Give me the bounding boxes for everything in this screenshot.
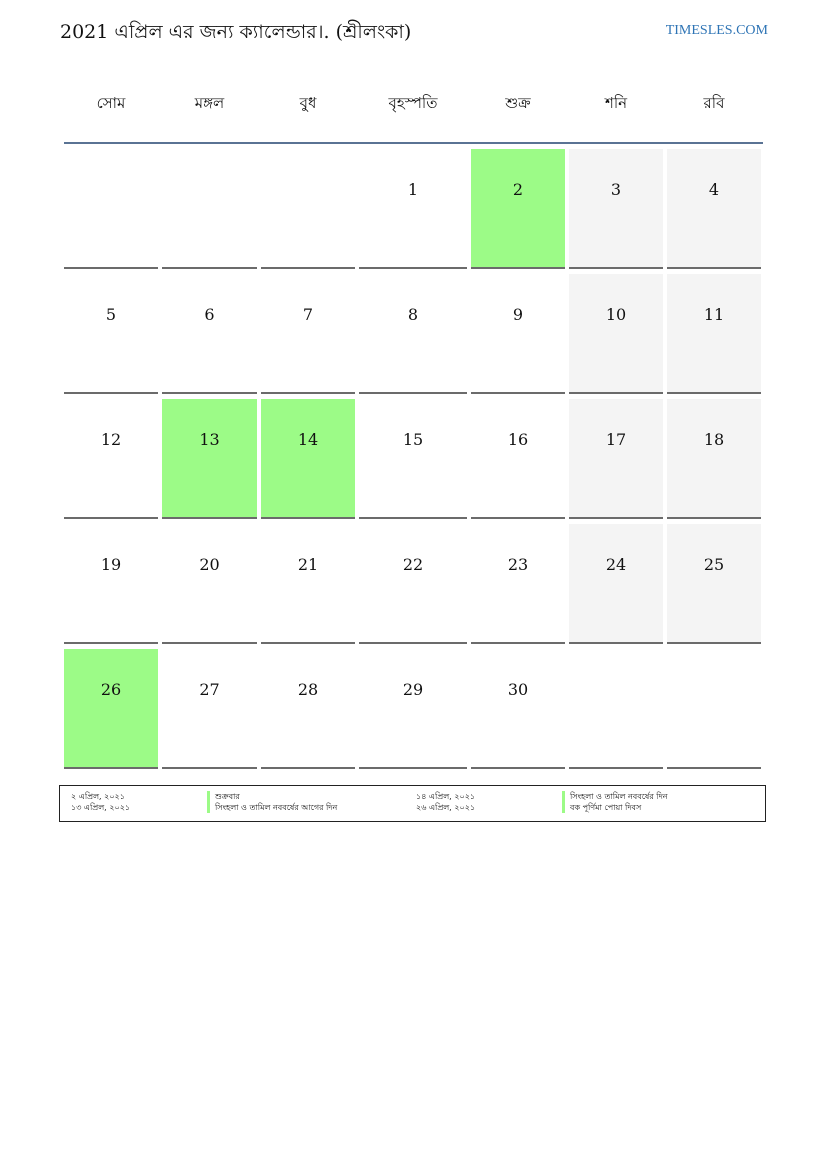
day-number: 22 bbox=[402, 555, 424, 574]
calendar-day-cell[interactable] bbox=[162, 399, 257, 519]
day-number: 16 bbox=[507, 430, 529, 449]
calendar-day-cell[interactable] bbox=[261, 399, 355, 519]
day-number: 26 bbox=[100, 680, 122, 699]
calendar-week-row bbox=[64, 149, 763, 269]
legend-date: ১৩ এপ্রিল, ২০২১ bbox=[71, 803, 131, 812]
page-title: 2021 এপ্রিল এর জন্য ক্যালেন্ডার।. (শ্রীলংকা) bbox=[60, 21, 412, 43]
calendar-day-cell[interactable] bbox=[569, 524, 663, 644]
day-number: 19 bbox=[100, 555, 122, 574]
weekday-header: সোম bbox=[96, 94, 126, 112]
day-number: 18 bbox=[703, 430, 725, 449]
calendar-day-cell[interactable] bbox=[261, 274, 355, 394]
calendar-grid bbox=[64, 80, 763, 769]
legend-date: ২৬ এপ্রিল, ২০২১ bbox=[416, 803, 476, 812]
calendar-day-cell[interactable] bbox=[64, 524, 158, 644]
calendar-day-cell[interactable] bbox=[667, 524, 761, 644]
calendar-day-cell[interactable] bbox=[471, 149, 565, 269]
calendar-day-cell[interactable] bbox=[162, 524, 257, 644]
brand-link[interactable]: TIMESLES.COM bbox=[665, 23, 768, 38]
legend-date: ১৪ এপ্রিল, ২০২১ bbox=[416, 792, 476, 801]
day-number: 4 bbox=[708, 180, 720, 199]
day-number: 5 bbox=[105, 305, 117, 324]
day-number: 13 bbox=[199, 430, 220, 449]
holiday-color-marker bbox=[207, 802, 210, 813]
day-number: 7 bbox=[302, 305, 314, 324]
legend-holiday-name: শুক্রবার bbox=[215, 792, 240, 801]
weekday-header: বৃহস্পতি bbox=[388, 94, 438, 112]
day-number: 6 bbox=[204, 305, 215, 324]
calendar-day-cell[interactable] bbox=[359, 399, 467, 519]
calendar-day-cell[interactable] bbox=[471, 274, 565, 394]
legend-holiday bbox=[562, 802, 641, 813]
day-number: 21 bbox=[297, 555, 319, 574]
day-number: 3 bbox=[610, 180, 622, 199]
day-number: 23 bbox=[507, 555, 529, 574]
calendar-day-cell[interactable] bbox=[667, 399, 761, 519]
calendar-day-cell[interactable] bbox=[261, 524, 355, 644]
weekday-header: শুক্র bbox=[505, 94, 531, 112]
legend-holiday-name: বক পূর্ণিমা পোয়া দিবস bbox=[570, 803, 642, 812]
legend-holiday-name: সিংহলা ও তামিল নববর্ষের আগের দিন bbox=[215, 803, 338, 812]
calendar-day-cell[interactable] bbox=[667, 274, 761, 394]
calendar-empty-cell bbox=[667, 649, 761, 769]
calendar-day-cell[interactable] bbox=[64, 399, 158, 519]
holiday-legend bbox=[59, 785, 766, 822]
day-number: 29 bbox=[402, 680, 424, 699]
calendar-empty-cell bbox=[162, 149, 257, 269]
legend-holiday-name: সিংহলা ও তামিল নববর্ষের দিন bbox=[570, 792, 668, 801]
calendar-week-row bbox=[64, 399, 763, 519]
day-number: 1 bbox=[407, 180, 419, 199]
calendar-weeks bbox=[64, 149, 763, 769]
calendar-day-cell[interactable] bbox=[471, 524, 565, 644]
legend-date: ২ এপ্রিল, ২০২১ bbox=[71, 792, 125, 801]
calendar-day-cell[interactable] bbox=[569, 274, 663, 394]
day-number: 24 bbox=[605, 555, 627, 574]
day-number: 27 bbox=[199, 680, 220, 699]
holiday-color-marker bbox=[207, 791, 210, 802]
calendar-day-cell[interactable] bbox=[261, 649, 355, 769]
day-number: 28 bbox=[297, 680, 319, 699]
calendar-day-cell[interactable] bbox=[359, 649, 467, 769]
weekday-header: রবি bbox=[703, 94, 725, 112]
day-number: 9 bbox=[512, 305, 524, 324]
legend-holiday bbox=[207, 802, 337, 813]
calendar-day-cell[interactable] bbox=[162, 649, 257, 769]
day-number: 30 bbox=[507, 680, 529, 699]
legend-holiday bbox=[207, 791, 240, 802]
weekday-header: শনি bbox=[604, 94, 628, 112]
calendar-empty-cell bbox=[64, 149, 158, 269]
holiday-color-marker bbox=[562, 791, 565, 802]
day-number: 20 bbox=[199, 555, 220, 574]
calendar-day-cell[interactable] bbox=[359, 274, 467, 394]
weekday-header: মঙ্গল bbox=[194, 94, 225, 112]
calendar-empty-cell bbox=[569, 649, 663, 769]
calendar-day-cell[interactable] bbox=[64, 274, 158, 394]
holiday-color-marker bbox=[562, 802, 565, 813]
calendar-day-cell[interactable] bbox=[667, 149, 761, 269]
day-number: 15 bbox=[402, 430, 424, 449]
calendar-day-cell[interactable] bbox=[569, 149, 663, 269]
day-number: 11 bbox=[703, 305, 725, 324]
day-number: 12 bbox=[100, 430, 122, 449]
weekday-header-row bbox=[64, 80, 763, 144]
calendar-day-cell[interactable] bbox=[471, 649, 565, 769]
calendar-week-row bbox=[64, 649, 763, 769]
calendar-day-cell[interactable] bbox=[569, 399, 663, 519]
day-number: 17 bbox=[605, 430, 627, 449]
day-number: 25 bbox=[703, 555, 725, 574]
day-number: 8 bbox=[407, 305, 419, 324]
calendar-day-cell[interactable] bbox=[64, 649, 158, 769]
calendar-week-row bbox=[64, 524, 763, 644]
day-number: 2 bbox=[512, 180, 524, 199]
calendar-week-row bbox=[64, 274, 763, 394]
calendar-day-cell[interactable] bbox=[359, 524, 467, 644]
calendar-day-cell[interactable] bbox=[162, 274, 257, 394]
weekday-header: বুধ bbox=[299, 94, 317, 112]
day-number: 14 bbox=[297, 430, 319, 449]
calendar-day-cell[interactable] bbox=[471, 399, 565, 519]
calendar-day-cell[interactable] bbox=[359, 149, 467, 269]
calendar-empty-cell bbox=[261, 149, 355, 269]
legend-holiday bbox=[562, 791, 668, 802]
day-number: 10 bbox=[605, 305, 627, 324]
